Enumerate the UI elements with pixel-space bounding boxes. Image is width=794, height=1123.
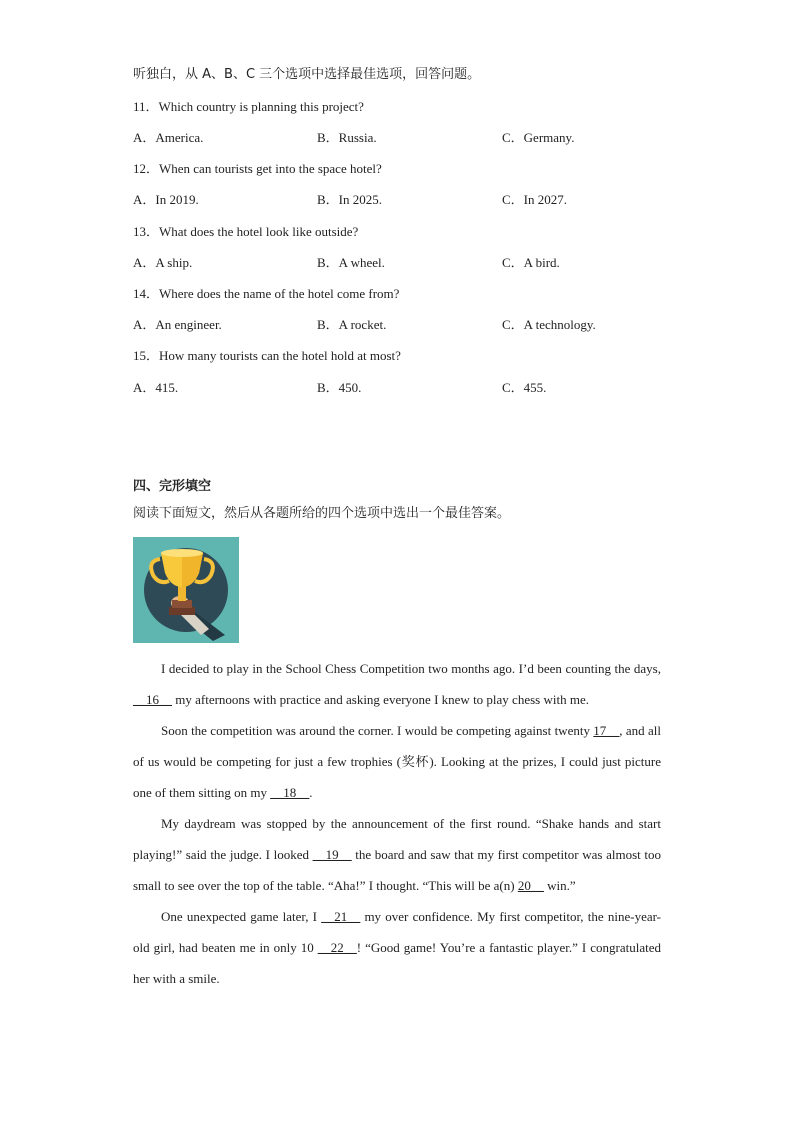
cloze-passage	[133, 653, 661, 994]
question-12: 12．When can tourists get into the space hotel?	[133, 161, 382, 176]
blank-20: 20__	[517, 878, 544, 893]
option-b: B．450.	[317, 380, 362, 395]
text: Soon the competition was around the corner. I would be competing against twenty	[161, 723, 594, 738]
text: One unexpected game later, I	[161, 909, 322, 924]
text: I decided to play in the School Chess Competition two months ago. I’d been counting the days,	[161, 661, 661, 676]
option-c: C．A bird.	[502, 255, 560, 270]
paragraph-1	[133, 653, 661, 715]
text: the board and saw that my first competitor was almost too small to see over the top of the table. “Aha!” I thought. “This will be a(n)	[133, 847, 661, 893]
blank-22: __22__	[317, 940, 357, 955]
cloze-instruction: 阅读下面短文，然后从各题所给的四个选项中选出一个最佳答案。	[133, 506, 511, 521]
option-a: A．An engineer.	[133, 317, 222, 332]
option-b: B．In 2025.	[317, 192, 383, 207]
option-a: A．America.	[133, 130, 204, 145]
blank-18: __18__	[270, 785, 310, 800]
text: my afternoons with practice and asking everyone I knew to play chess with me.	[172, 692, 589, 707]
text: my over confidence. My first competitor, the nine-year-old girl, had beaten me in only 10	[133, 909, 662, 955]
blank-21: __21__	[321, 909, 361, 924]
question-15: 15．How many tourists can the hotel hold at most?	[133, 348, 401, 363]
option-b: B．A wheel.	[317, 255, 385, 270]
question-11: 11．Which country is planning this project?	[133, 99, 364, 114]
text: ! “Good game! You’re a fantastic player.” I congratulated her with a smile.	[133, 940, 661, 986]
paragraph-3	[133, 808, 661, 901]
text: My daydream was stopped by the announcement of the first round. “Shake hands and start playing!” said the judge. I looked	[133, 816, 661, 862]
trophy-image	[133, 537, 239, 643]
paragraph-4	[133, 901, 661, 994]
option-b: B．A rocket.	[317, 317, 387, 332]
option-c: C．455.	[502, 380, 547, 395]
option-a: A．In 2019.	[133, 192, 199, 207]
trophy-icon	[133, 537, 239, 643]
blank-17: 17__	[593, 723, 620, 738]
paragraph-2	[133, 715, 661, 808]
option-a: A．A ship.	[133, 255, 193, 270]
section-title: 四、完形填空	[133, 479, 212, 494]
text: win.”	[543, 878, 576, 893]
text: .	[309, 785, 313, 800]
option-c: C．Germany.	[502, 130, 575, 145]
text: , and all of us would be competing for just a few trophies (奖杯). Looking at the prizes, I could just picture one of them sitting on my	[133, 723, 661, 800]
blank-19: __19__	[312, 847, 352, 862]
question-14: 14．Where does the name of the hotel come from?	[133, 286, 400, 301]
blank-16: __16__	[133, 692, 172, 707]
question-13: 13．What does the hotel look like outside?	[133, 224, 359, 239]
option-c: C．In 2027.	[502, 192, 568, 207]
option-b: B．Russia.	[317, 130, 377, 145]
option-a: A．415.	[133, 380, 179, 395]
listening-instruction: 听独白，从 A、B、C 三个选项中选择最佳选项，回答问题。	[133, 67, 481, 82]
option-c: C．A technology.	[502, 317, 596, 332]
